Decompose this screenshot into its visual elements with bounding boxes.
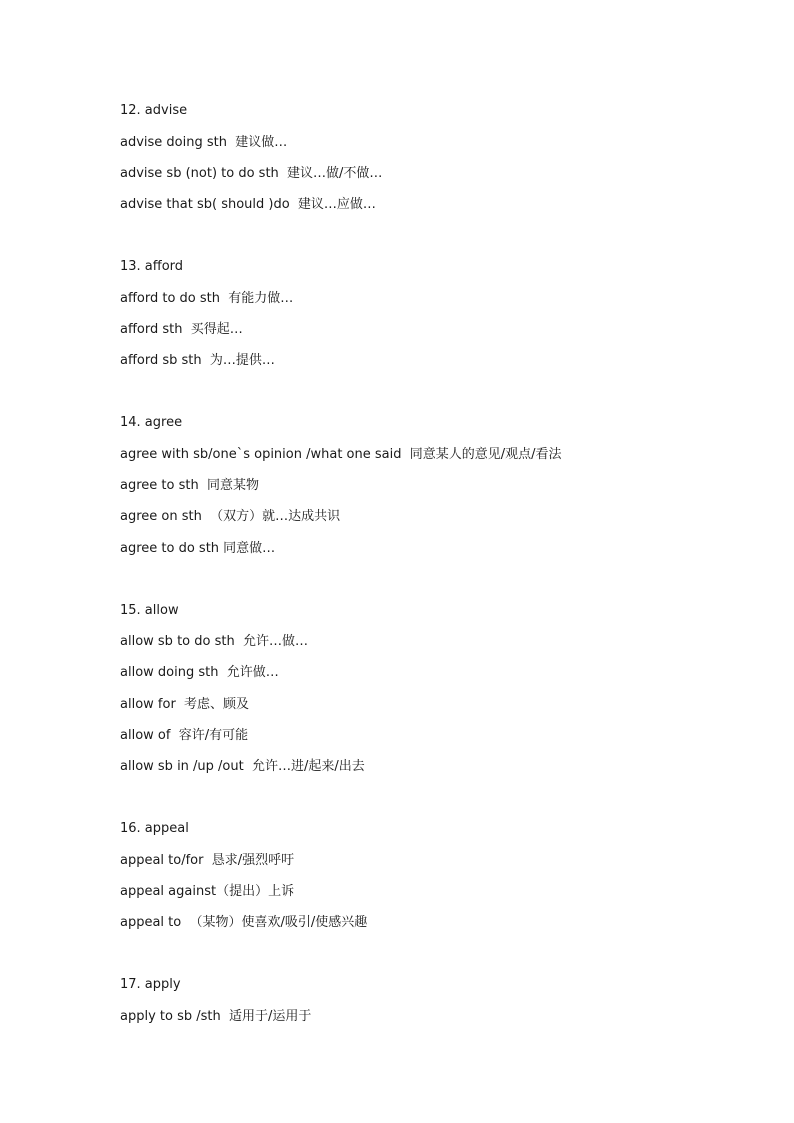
phrase-line: agree on sth （双方）就…达成共识 xyxy=(120,509,341,524)
phrase-line: advise that sb( should )do 建议…应做… xyxy=(120,197,376,212)
section-heading-advise: 12. advise xyxy=(120,103,188,118)
section-heading-agree: 14. agree xyxy=(120,415,183,430)
phrase-line: allow sb to do sth 允许…做… xyxy=(120,634,308,649)
phrase-line: appeal to/for 恳求/强烈呼吁 xyxy=(120,853,295,868)
phrase-line: afford sth 买得起… xyxy=(120,322,243,337)
phrase-line: allow sb in /up /out 允许…进/起来/出去 xyxy=(120,759,365,774)
section-heading-apply: 17. apply xyxy=(120,977,181,992)
section-heading-afford: 13. afford xyxy=(120,259,184,274)
phrase-line: afford to do sth 有能力做… xyxy=(120,291,294,306)
phrase-line: advise sb (not) to do sth 建议…做/不做… xyxy=(120,166,383,181)
phrase-line: advise doing sth 建议做… xyxy=(120,135,288,150)
phrase-line: allow doing sth 允许做… xyxy=(120,665,279,680)
phrase-line: apply to sb /sth 适用于/运用于 xyxy=(120,1009,312,1024)
phrase-line: agree to sth 同意某物 xyxy=(120,478,259,493)
phrase-line: appeal to （某物）使喜欢/吸引/使感兴趣 xyxy=(120,915,368,930)
phrase-line: afford sb sth 为…提供… xyxy=(120,353,275,368)
phrase-line: appeal against（提出）上诉 xyxy=(120,884,295,899)
section-heading-allow: 15. allow xyxy=(120,603,179,618)
phrase-line: allow of 容许/有可能 xyxy=(120,728,249,743)
phrase-line: agree with sb/one`s opinion /what one said 同意某人的意见/观点/看法 xyxy=(120,447,562,462)
section-heading-appeal: 16. appeal xyxy=(120,821,189,836)
phrase-line: agree to do sth 同意做… xyxy=(120,541,276,556)
phrase-line: allow for 考虑、顾及 xyxy=(120,697,250,712)
